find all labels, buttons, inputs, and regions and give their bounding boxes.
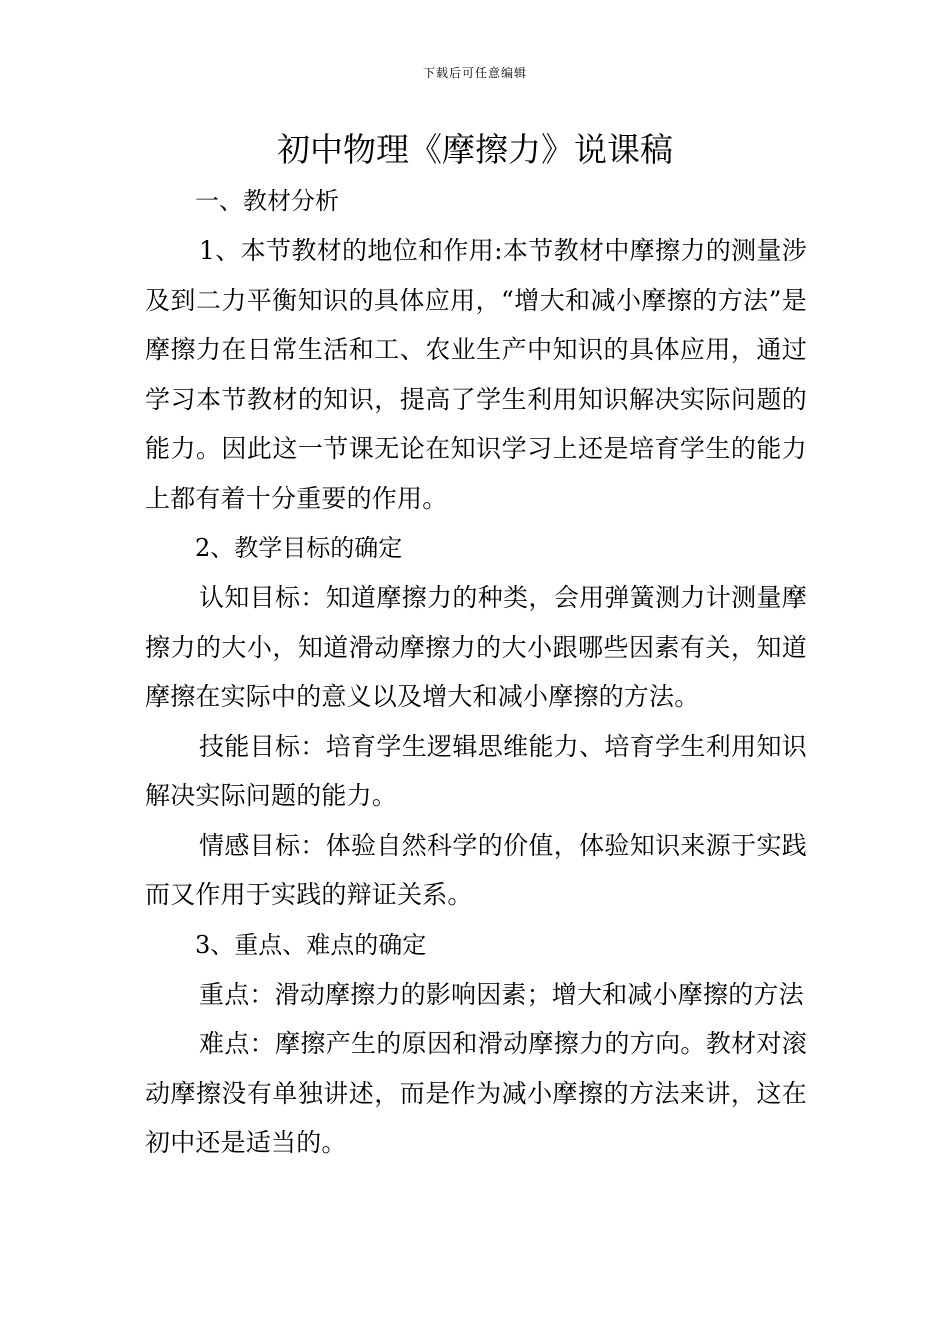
section-heading-key-difficult-points: 3、重点、难点的确定 xyxy=(195,930,427,959)
paragraph-difficult-point: 难点：摩擦产生的原因和滑动摩擦力的方向。教材对滚动摩擦没有单独讲述，而是作为减小摩擦的方法来讲，这在初中还是适当的。 xyxy=(145,1029,807,1157)
paragraph-emotion-goal: 情感目标：体验自然科学的价值，体验知识来源于实践而又作用于实践的辩证关系。 xyxy=(145,830,807,909)
paragraph-skill-goal: 技能目标：培育学生逻辑思维能力、培育学生利用知识解决实际问题的能力。 xyxy=(145,731,807,810)
paragraph-key-point: 重点：滑动摩擦力的影响因素；增大和减小摩擦的方法 xyxy=(199,979,804,1009)
section-heading-teaching-goals: 2、教学目标的确定 xyxy=(195,534,403,562)
section-heading-textbook-analysis: 一、教材分析 xyxy=(195,187,339,215)
document-body xyxy=(145,176,807,1168)
paragraph-textbook-role: 1、本节教材的地位和作用:本节教材中摩擦力的测量涉及到二力平衡知识的具体应用，“增大和减小摩擦的方法”是摩擦力在日常生活和工、农业生产中知识的具体应用，通过学习本节教材的知识，提高了学生利用知识解决实际问题的能力。因此这一节课无论在知识学习上还是培育学生的能力上都有着十分重要的作用。 xyxy=(145,236,807,513)
page-header-note: 下载后可任意编辑 xyxy=(422,66,527,80)
document-title: 初中物理《摩擦力》说课稿 xyxy=(277,130,673,169)
paragraph-cognitive-goal: 认知目标：知道摩擦力的种类，会用弹簧测力计测量摩擦力的大小，知道滑动摩擦力的大小跟哪些因素有关，知道摩擦在实际中的意义以及增大和减小摩擦的方法。 xyxy=(145,583,807,711)
